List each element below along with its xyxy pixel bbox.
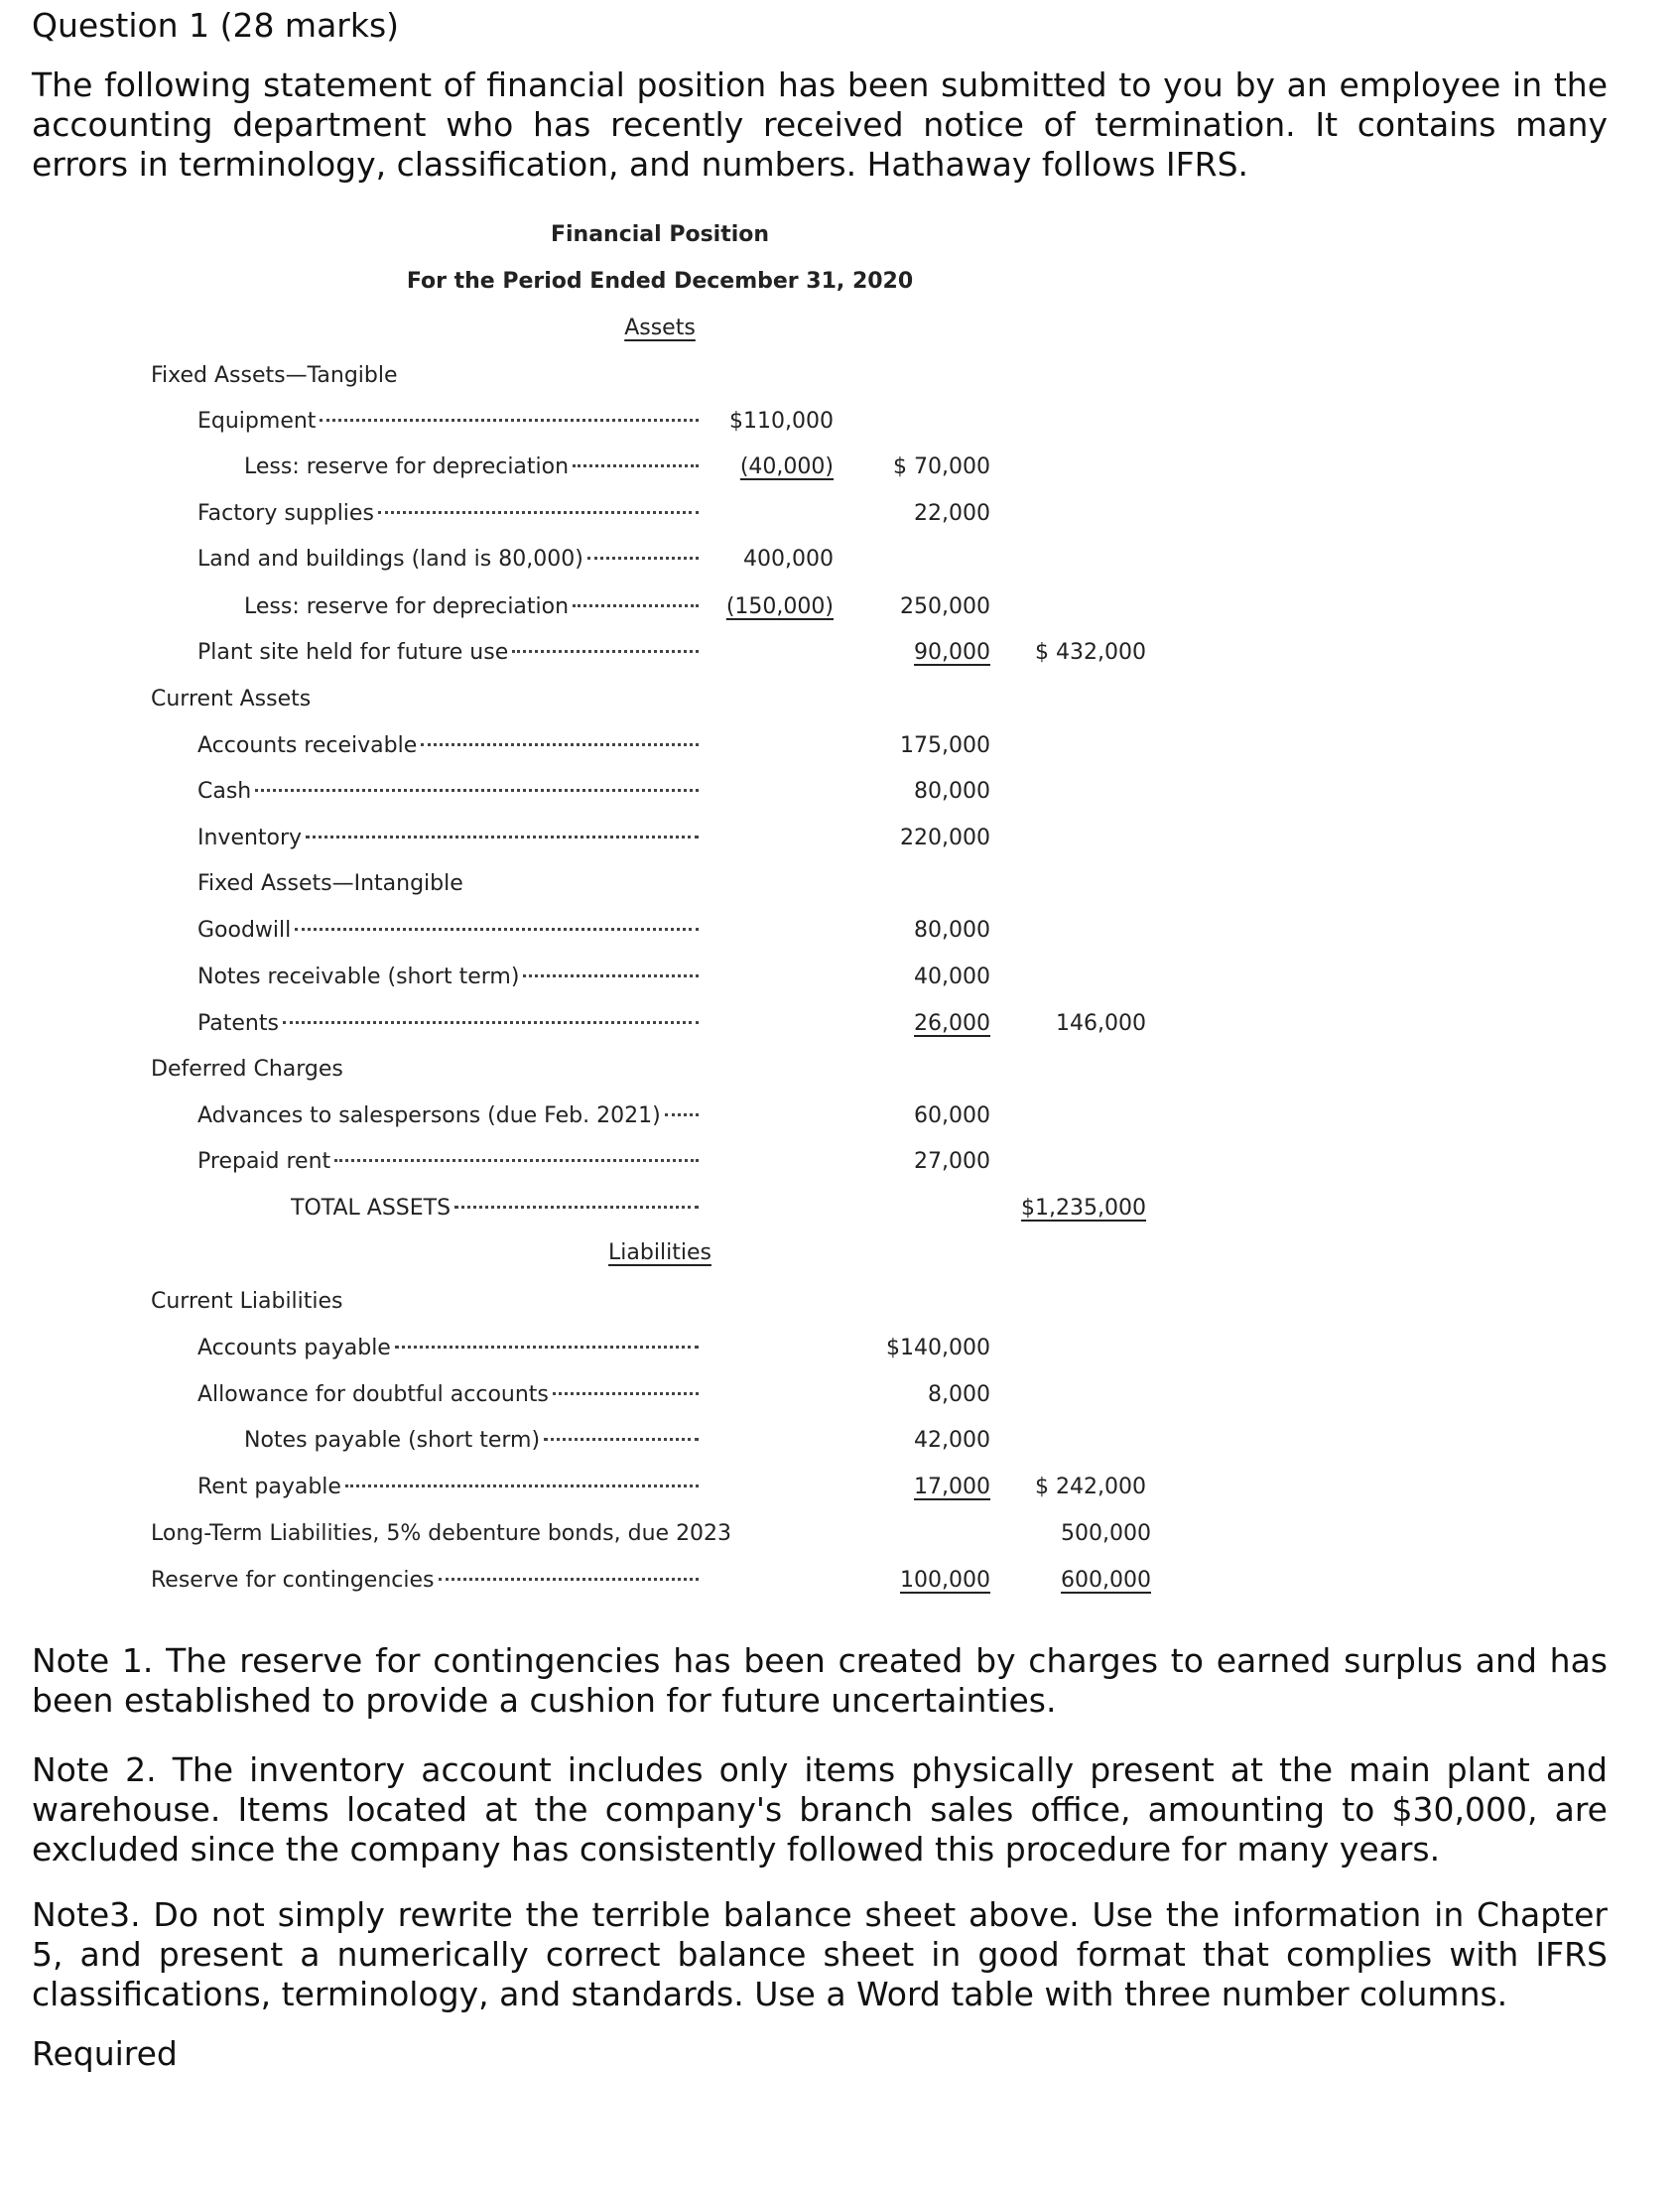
note-2: Note 2. The inventory account includes only items physically present at the main plant and warehouse. Items located at the company's branch sales office, amounting to $30,000, are excluded since the company has consistently followed this procedure for many years. [32, 1750, 1608, 1869]
row-advances [197, 1101, 699, 1131]
row-label: Notes receivable (short term) [197, 965, 520, 989]
reserve-contingencies-col3: 600,000 [1061, 1568, 1151, 1593]
note-3: Note3. Do not simply rewrite the terrible balance sheet above. Use the information in Chapter 5, and present a numerically correct balance sheet in good format that complies with IFRS classifications, terminology, and standards. Use a Word table with three number columns. [32, 1895, 1608, 2013]
section-current-liabilities: Current Liabilities [151, 1289, 343, 1314]
prepaid-rent-col2: 27,000 [914, 1149, 990, 1174]
intro-paragraph: The following statement of financial position has been submitted to you by an employee in the accounting department who has recently received notice of termination. It contains many errors in terminology, classification, and numbers. Hathaway follows IFRS. [32, 65, 1608, 184]
row-label: Accounts receivable [197, 733, 418, 758]
question-title: Question 1 (28 marks) [32, 6, 400, 45]
row-cash [197, 777, 699, 807]
note-1: Note 1. The reserve for contingencies has been created by charges to earned surplus and has been established to provide a cushion for future uncertainties. [32, 1641, 1608, 1720]
row-inventory [197, 824, 699, 853]
section-current-assets: Current Assets [151, 687, 312, 711]
patents-col2: 26,000 [914, 1011, 990, 1036]
row-label: Goodwill [197, 918, 292, 943]
row-label: Factory supplies [197, 501, 374, 526]
liabilities-heading: Liabilities [608, 1240, 711, 1265]
long-term-col3: 500,000 [1061, 1521, 1151, 1546]
row-label: Rent payable [197, 1475, 341, 1499]
rent-payable-col3: $ 242,000 [1035, 1475, 1146, 1499]
row-notes-payable [244, 1426, 699, 1456]
row-equipment [197, 407, 699, 437]
row-total-assets [291, 1194, 699, 1224]
accounts-payable-col2: $140,000 [886, 1336, 990, 1360]
rent-payable-col2: 17,000 [914, 1475, 990, 1499]
row-patents [197, 1009, 699, 1039]
total-assets-col3: $1,235,000 [1021, 1196, 1146, 1221]
allowance-col2: 8,000 [928, 1382, 990, 1407]
less-dep-1-col2: $ 70,000 [893, 454, 990, 479]
row-allowance [197, 1380, 699, 1410]
row-accounts-receivable [197, 731, 699, 761]
row-plant-site [197, 638, 699, 668]
row-label: Accounts payable [197, 1336, 391, 1360]
plant-site-col3: $ 432,000 [1035, 640, 1146, 665]
row-goodwill [197, 916, 699, 946]
advances-col2: 60,000 [914, 1103, 990, 1128]
section-fixed-intangible: Fixed Assets—Intangible [197, 871, 463, 896]
land-buildings-col1: 400,000 [743, 547, 834, 572]
less-dep-1-col1: (40,000) [739, 454, 834, 479]
row-label: Advances to salespersons (due Feb. 2021) [197, 1103, 661, 1128]
row-label: TOTAL ASSETS [291, 1196, 452, 1221]
cash-col2: 80,000 [914, 779, 990, 804]
row-prepaid-rent [197, 1147, 699, 1177]
row-less-depreciation-equipment [244, 452, 699, 482]
row-accounts-payable [197, 1334, 699, 1363]
notes-payable-col2: 42,000 [914, 1428, 990, 1453]
assets-heading: Assets [624, 316, 696, 340]
row-label: Plant site held for future use [197, 640, 509, 665]
row-factory-supplies [197, 499, 699, 529]
notes-receivable-col2: 40,000 [914, 965, 990, 989]
less-dep-2-col1: (150,000) [725, 594, 834, 619]
row-label: Less: reserve for depreciation [244, 594, 570, 619]
row-label: Inventory [197, 826, 303, 850]
row-notes-receivable [197, 963, 699, 992]
row-label: Prepaid rent [197, 1149, 331, 1174]
row-reserve-contingencies [151, 1566, 699, 1596]
row-long-term-liabilities: Long-Term Liabilities, 5% debenture bonds, due 2023 [151, 1521, 732, 1546]
row-rent-payable [197, 1473, 699, 1502]
statement-period: For the Period Ended December 31, 2020 [406, 269, 914, 294]
required-label: Required [32, 2034, 178, 2073]
row-label: Notes payable (short term) [244, 1428, 541, 1453]
row-label: Reserve for contingencies [151, 1568, 435, 1593]
row-label: Land and buildings (land is 80,000) [197, 547, 583, 572]
plant-site-col2: 90,000 [914, 640, 990, 665]
row-label: Less: reserve for depreciation [244, 454, 570, 479]
equipment-col1: $110,000 [729, 409, 834, 434]
reserve-contingencies-col2: 100,000 [900, 1568, 990, 1593]
factory-supplies-col2: 22,000 [914, 501, 990, 526]
section-deferred-charges: Deferred Charges [151, 1057, 343, 1082]
goodwill-col2: 80,000 [914, 918, 990, 943]
row-label: Patents [197, 1011, 279, 1036]
inventory-col2: 220,000 [900, 826, 990, 850]
row-label: Allowance for doubtful accounts [197, 1382, 549, 1407]
patents-col3: 146,000 [1056, 1011, 1146, 1036]
row-land-buildings [197, 545, 699, 575]
less-dep-2-col2: 250,000 [900, 594, 990, 619]
row-label: Cash [197, 779, 252, 804]
row-label: Equipment [197, 409, 317, 434]
section-fixed-tangible: Fixed Assets—Tangible [151, 363, 398, 388]
statement-title: Financial Position [550, 222, 770, 247]
row-less-depreciation-buildings [244, 592, 699, 622]
accounts-receivable-col2: 175,000 [900, 733, 990, 758]
